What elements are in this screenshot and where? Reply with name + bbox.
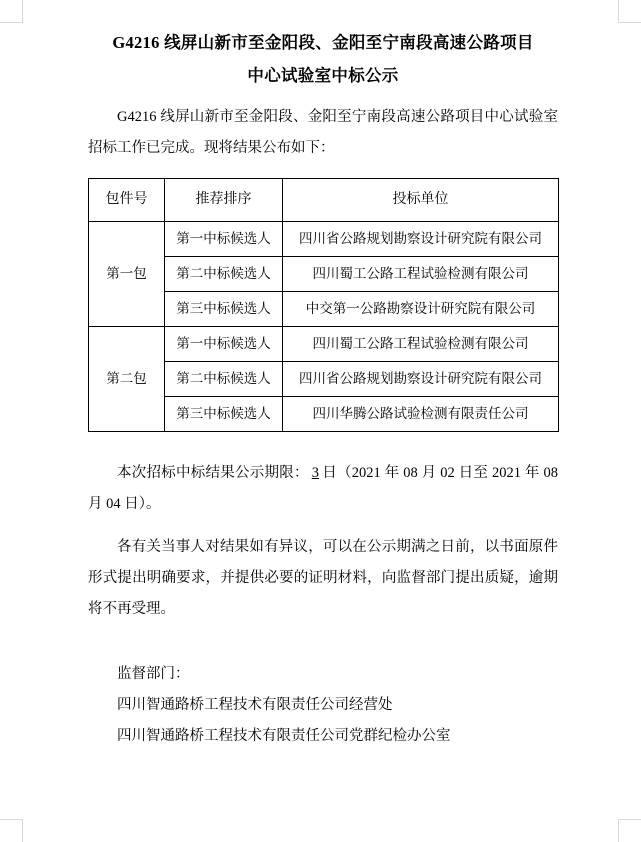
table-row <box>89 222 559 257</box>
rank-cell: 第二中标候选人 <box>165 362 283 397</box>
column-header-bidder: 投标单位 <box>283 179 559 222</box>
title-line-1: G4216 线屏山新市至金阳段、金阳至宁南段高速公路项目 <box>112 33 534 52</box>
rank-cell: 第三中标候选人 <box>165 292 283 327</box>
bidder-cell: 四川蜀工公路工程试验检测有限公司 <box>283 327 559 362</box>
page-corner-bottom-left <box>0 819 23 842</box>
notice-period-prefix: 本次招标中标结果公示期限： <box>117 465 309 481</box>
supervision-line-2: 四川智通路桥工程技术有限责任公司党群纪检办公室 <box>117 728 451 744</box>
rank-cell: 第一中标候选人 <box>165 327 283 362</box>
document-content <box>88 26 558 752</box>
page-corner-top-left <box>0 0 23 23</box>
column-header-rank: 推荐排序 <box>165 179 283 222</box>
column-header-package: 包件号 <box>89 179 165 222</box>
rank-cell: 第一中标候选人 <box>165 222 283 257</box>
intro-paragraph: G4216 线屏山新市至金阳段、金阳至宁南段高速公路项目中心试验室招标工作已完成。现将结果公布如下： <box>88 109 558 156</box>
bidder-cell: 四川蜀工公路工程试验检测有限公司 <box>283 257 559 292</box>
notice-period-suffix: 日（2021 年 08 月 02 日至 2021 年 08 月 04 日）。 <box>88 465 558 512</box>
page-corner-top-right <box>618 0 641 23</box>
table-header-row <box>89 179 559 222</box>
rank-cell: 第三中标候选人 <box>165 397 283 432</box>
bid-results-table <box>88 178 559 432</box>
rank-cell: 第二中标候选人 <box>165 257 283 292</box>
objection-paragraph: 各有关当事人对结果如有异议，可以在公示期满之日前，以书面原件形式提出明确要求，并提供必要的证明材料，向监督部门提出质疑，逾期将不再受理。 <box>88 539 558 617</box>
bidder-cell: 四川省公路规划勘察设计研究院有限公司 <box>283 362 559 397</box>
bidder-cell: 四川华腾公路试验检测有限责任公司 <box>283 397 559 432</box>
table-row <box>89 327 559 362</box>
bidder-cell: 四川省公路规划勘察设计研究院有限公司 <box>283 222 559 257</box>
page-title <box>88 26 558 92</box>
bidder-cell: 中交第一公路勘察设计研究院有限公司 <box>283 292 559 327</box>
page-corner-bottom-right <box>618 819 641 842</box>
supervision-line-1: 四川智通路桥工程技术有限责任公司经营处 <box>117 697 393 713</box>
supervision-label: 监督部门： <box>117 666 190 682</box>
notice-period-days: 3 <box>311 465 319 481</box>
supervision-block <box>88 659 558 752</box>
package-cell: 第一包 <box>89 222 165 327</box>
package-cell: 第二包 <box>89 327 165 432</box>
title-line-2: 中心试验室中标公示 <box>247 66 399 85</box>
notice-period-paragraph <box>88 458 558 520</box>
